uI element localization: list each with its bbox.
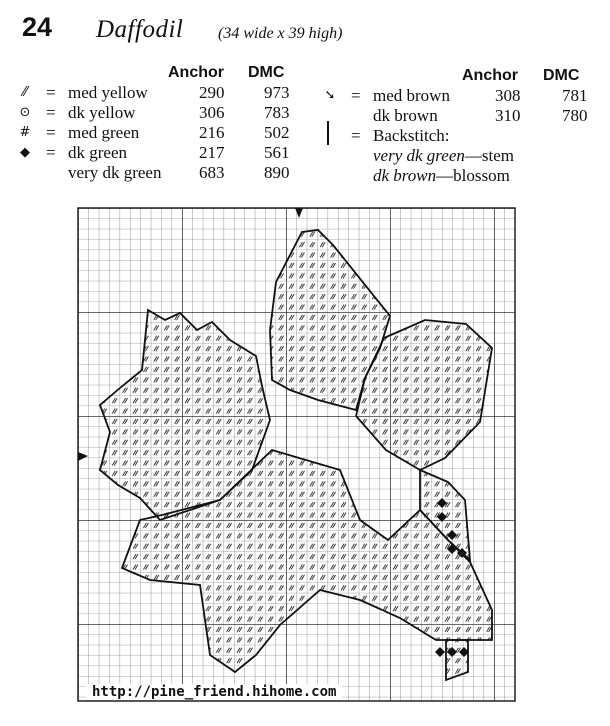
pattern-dimensions: (34 wide x 39 high)	[218, 25, 343, 42]
anchor-code: 310	[495, 106, 521, 125]
anchor-code: 217	[199, 143, 225, 162]
anchor-header-left: Anchor	[168, 64, 224, 81]
thread-name: dk yellow	[68, 103, 136, 122]
dmc-code: 783	[264, 103, 290, 122]
anchor-code: 683	[199, 163, 225, 182]
dmc-code: 780	[562, 106, 588, 125]
dash: —	[436, 166, 454, 185]
backstitch-part: blossom	[453, 166, 510, 185]
dash: —	[464, 146, 482, 165]
dmc-code: 561	[264, 143, 290, 162]
pattern-title: Daffodil	[96, 16, 184, 43]
equals-sign: =	[46, 103, 56, 122]
backstitch-color: very dk green	[373, 146, 465, 165]
thread-name: med brown	[373, 86, 450, 105]
equals-sign: =	[46, 83, 56, 102]
watermark-url: http://pine_friend.hihome.com	[86, 684, 342, 700]
dmc-code: 502	[264, 123, 290, 142]
anchor-header-right: Anchor	[462, 67, 518, 84]
equals-sign: =	[46, 123, 56, 142]
thread-name: dk brown	[373, 106, 438, 125]
pattern-number: 24	[22, 12, 53, 42]
thread-name: med green	[68, 123, 140, 142]
double-slash-symbol-icon: ⁄⁄	[22, 85, 28, 100]
dmc-code: 781	[562, 86, 588, 105]
circle-dot-symbol-icon: ⊙	[19, 105, 31, 120]
thread-name: med yellow	[68, 83, 148, 102]
arrow-symbol-icon: ➘	[324, 88, 336, 103]
anchor-code: 308	[495, 86, 521, 105]
anchor-code: 306	[199, 103, 225, 122]
thread-name: dk green	[68, 143, 128, 162]
thread-name: very dk green	[68, 163, 162, 182]
backstitch-color: dk brown	[373, 166, 437, 185]
hash-symbol-icon: #	[19, 125, 31, 140]
diamond-symbol-icon: ◆	[20, 145, 30, 160]
equals-sign: =	[351, 126, 361, 145]
backstitch-label: Backstitch:	[373, 126, 450, 145]
backstitch-part: stem	[481, 146, 514, 165]
anchor-code: 216	[199, 123, 225, 142]
dmc-header-right: DMC	[543, 67, 580, 84]
dmc-code: 890	[264, 163, 290, 182]
anchor-code: 290	[199, 83, 225, 102]
equals-sign: =	[46, 143, 56, 162]
equals-sign: =	[351, 86, 361, 105]
dmc-header-left: DMC	[248, 64, 285, 81]
dmc-code: 973	[264, 83, 290, 102]
